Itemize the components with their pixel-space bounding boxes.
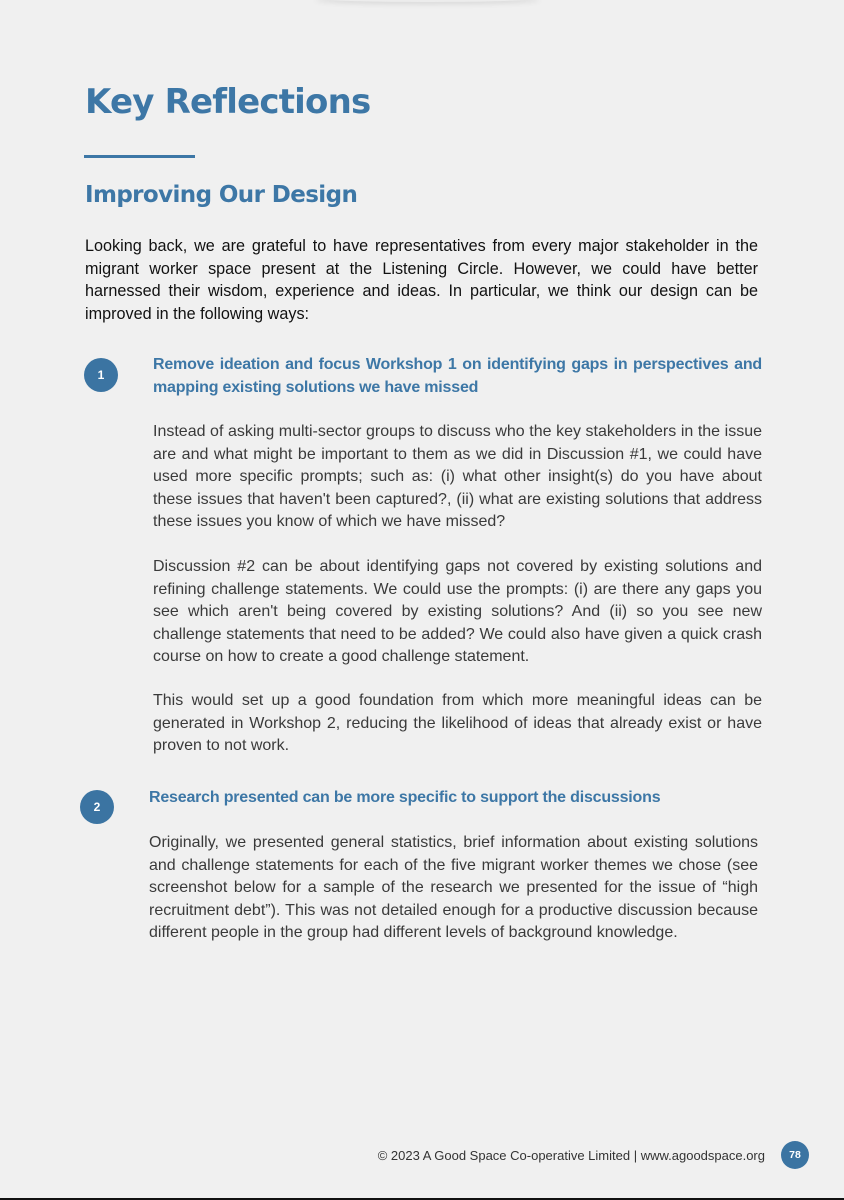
page-edge-shadow (315, 0, 540, 2)
item-heading: Remove ideation and focus Workshop 1 on identifying gaps in perspectives and mapping existing solutions we have missed (153, 356, 762, 396)
item-heading: Research presented can be more specific to support the discussions (149, 789, 661, 806)
item-number-badge: 2 (80, 790, 114, 824)
item-paragraph: Instead of asking multi-sector groups to discuss who the key stakeholders in the issue are and what might be important to them as we did in Discussion #1, we could have used more specific prompts; such as: (i) what other insight(s) do you have about these issues that haven't been captured?, (ii) what are existing solutions that address these issues you know of which we have missed? (153, 423, 762, 530)
page-number-badge: 78 (781, 1141, 809, 1169)
item-number-badge: 1 (84, 358, 118, 392)
intro-paragraph: Looking back, we are grateful to have representatives from every major stakeholder in the migrant worker space present at the Listening Circle. However, we could have better harnessed their wisdom, experience and ideas. In particular, we think our design can be improved in the following ways: (85, 237, 758, 323)
item-paragraph: This would set up a good foundation from which more meaningful ideas can be generated in Workshop 2, reducing the likelihood of ideas that already exist or have proven to not work. (153, 692, 762, 754)
item-paragraph: Originally, we presented general statistics, brief information about existing solutions and challenge statements for each of the five migrant worker themes we chose (see screenshot below for a sample of the research we presented for the issue of “high recruitment debt”). This was not detailed enough for a productive discussion because different people in the group had different levels of background knowledge. (149, 834, 758, 941)
page-title: Key Reflections (85, 82, 371, 122)
item-paragraph: Discussion #2 can be about identifying gaps not covered by existing solutions and refining challenge statements. We could use the prompts: (i) are there any gaps you see which aren't being covered by existing solutions? And (ii) so you see new challenge statements that need to be added? We could also have given a quick crash course on how to create a good challenge statement. (153, 558, 762, 665)
section-title: Improving Our Design (85, 182, 358, 208)
footer-copyright: © 2023 A Good Space Co-operative Limited | www.agoodspace.org (377, 1148, 765, 1163)
title-divider (84, 155, 195, 158)
